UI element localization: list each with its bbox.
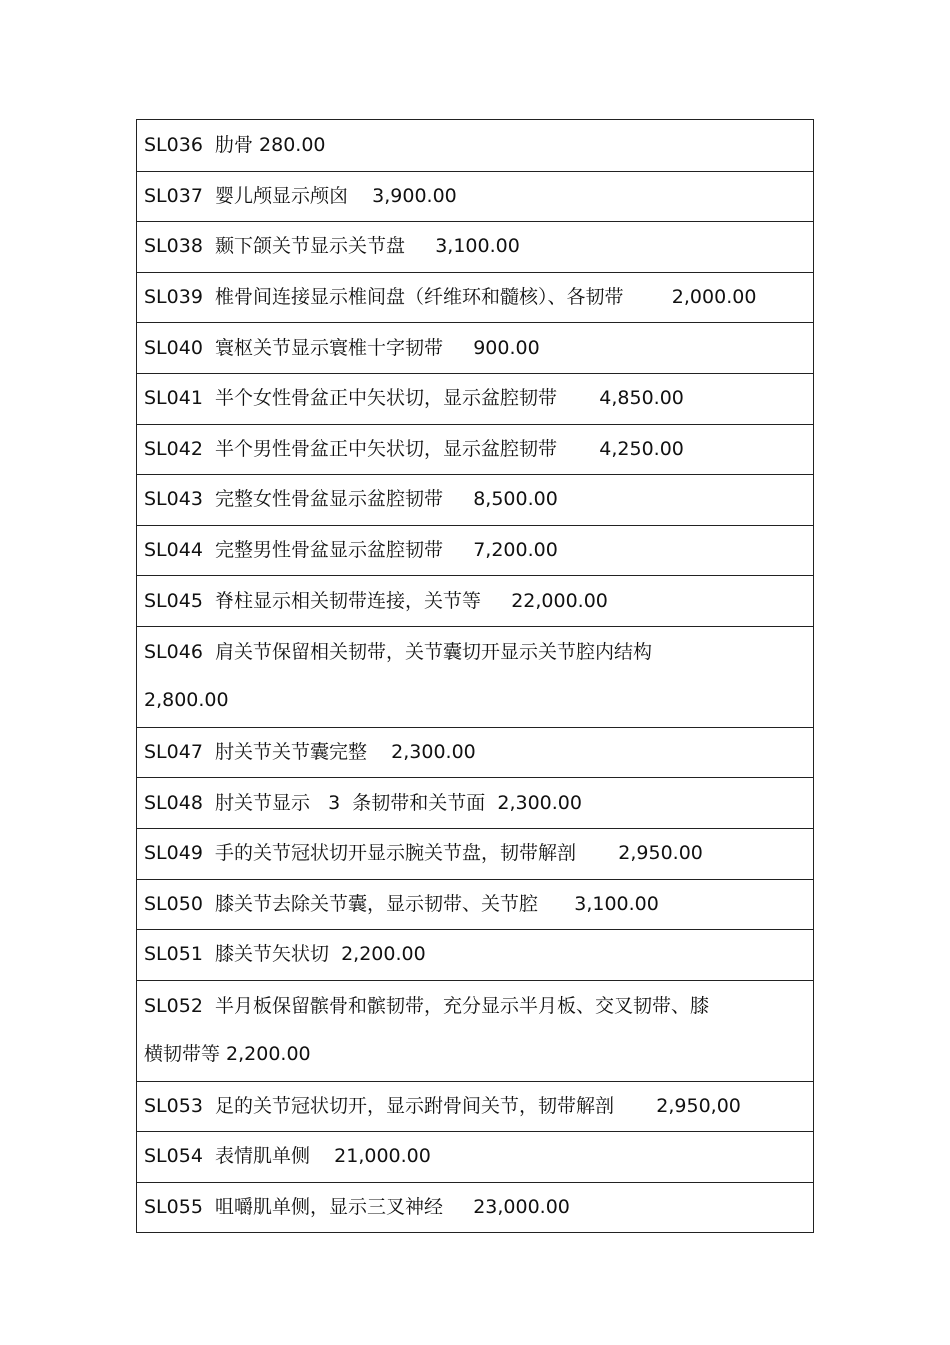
- row-text: SL044 完整男性骨盆显示盆腔韧带 7,200.00: [144, 539, 558, 562]
- table-row: [137, 575, 813, 626]
- table-row: [137, 727, 813, 778]
- row-text: SL040 寰枢关节显示寰椎十字韧带 900.00: [144, 336, 540, 359]
- table-row: [137, 525, 813, 576]
- table-row: [137, 777, 813, 828]
- table-row: [137, 424, 813, 475]
- row-text: 2,800.00: [144, 689, 229, 712]
- row-text: SL042 半个男性骨盆正中矢状切，显示盆腔韧带 4,250.00: [144, 437, 684, 460]
- row-text: SL039 椎骨间连接显示椎间盘（纤维环和髓核）、各韧带 2,000.00: [144, 286, 757, 309]
- row-text: SL051 膝关节矢状切 2,200.00: [144, 943, 426, 966]
- row-text: SL049 手的关节冠状切开显示腕关节盘，韧带解剖 2,950.00: [144, 842, 703, 865]
- price-table: [136, 119, 814, 1233]
- row-text: SL052 半月板保留髌骨和髌韧带，充分显示半月板、交叉韧带、膝: [144, 995, 709, 1018]
- row-text: SL050 膝关节去除关节囊，显示韧带、关节腔 3,100.00: [144, 892, 659, 915]
- row-text: SL037 婴儿颅显示颅囟 3,900.00: [144, 184, 457, 207]
- table-row: [137, 626, 813, 727]
- table-row: [137, 1131, 813, 1182]
- table-row: [137, 272, 813, 323]
- table-row: [137, 929, 813, 980]
- row-text: SL043 完整女性骨盆显示盆腔韧带 8,500.00: [144, 488, 558, 511]
- table-row: [137, 980, 813, 1081]
- row-text: SL048 肘关节显示 3 条韧带和关节面 2,300.00: [144, 791, 582, 814]
- table-row: [137, 879, 813, 930]
- table-row: [137, 373, 813, 424]
- row-text: SL045 脊柱显示相关韧带连接，关节等 22,000.00: [144, 589, 608, 612]
- table-row: [137, 221, 813, 272]
- table-row: [137, 120, 813, 171]
- row-text: SL055 咀嚼肌单侧，显示三叉神经 23,000.00: [144, 1195, 570, 1218]
- table-row: [137, 1081, 813, 1132]
- row-text: SL036 肋骨 280.00: [144, 133, 326, 156]
- row-text: SL054 表情肌单侧 21,000.00: [144, 1145, 431, 1168]
- row-text: SL041 半个女性骨盆正中矢状切，显示盆腔韧带 4,850.00: [144, 387, 684, 410]
- row-text: SL047 肘关节关节囊完整 2,300.00: [144, 741, 476, 764]
- row-text: 横韧带等 2,200.00: [144, 1043, 311, 1066]
- table-row: [137, 474, 813, 525]
- table-row: [137, 171, 813, 222]
- row-text: SL046 肩关节保留相关韧带，关节囊切开显示关节腔内结构: [144, 641, 652, 664]
- row-text: SL038 颞下颌关节显示关节盘 3,100.00: [144, 235, 520, 258]
- table-row: [137, 828, 813, 879]
- row-text: SL053 足的关节冠状切开，显示跗骨间关节，韧带解剖 2,950,00: [144, 1094, 741, 1117]
- table-row: [137, 1182, 813, 1233]
- table-row: [137, 322, 813, 373]
